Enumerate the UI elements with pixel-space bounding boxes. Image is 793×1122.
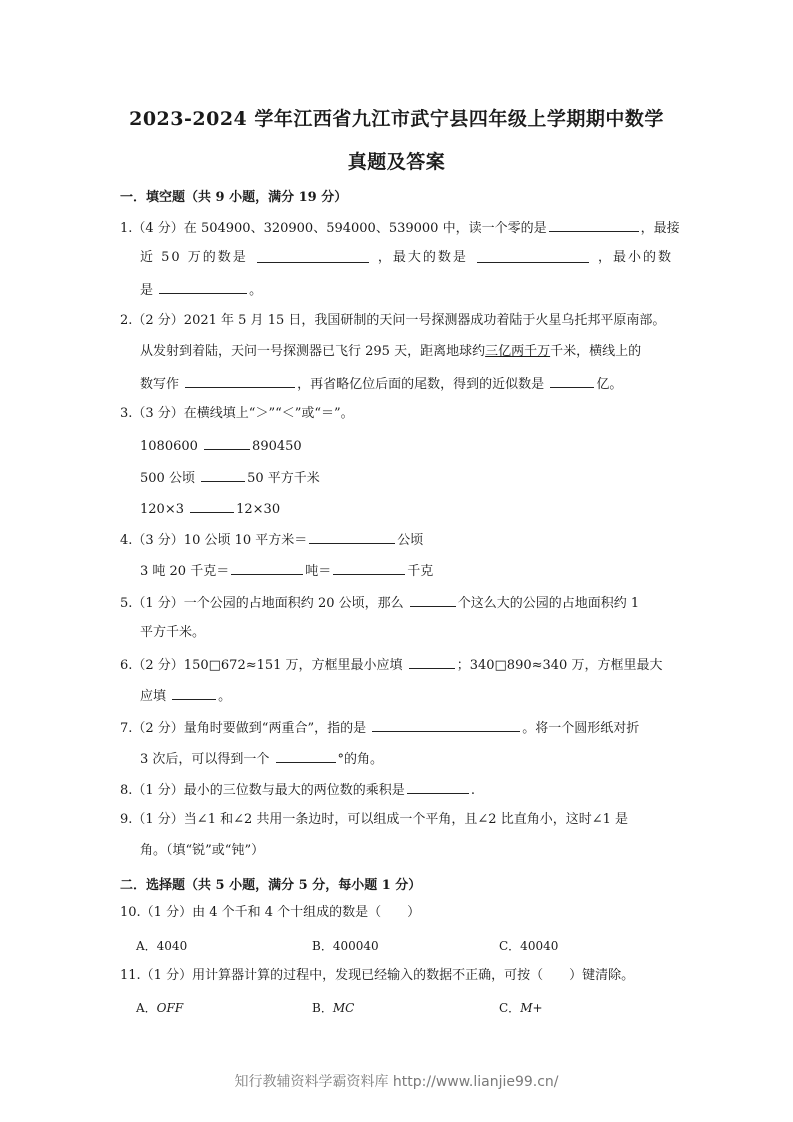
q11-option-b[interactable]: [312, 999, 354, 1016]
q1-text: ，最大的数是: [377, 250, 468, 265]
section-heading-multiple-choice: 二．选择题（共 5 小题，满分 5 分，每小题 1 分）: [120, 878, 422, 893]
q1-text: 是: [140, 283, 154, 298]
question-6-line-1: [120, 655, 662, 675]
q11-option-c[interactable]: [499, 999, 543, 1016]
q4-text: 4.（3 分）10 公顷 10 平方米＝: [120, 533, 308, 548]
q1-text: ，最接: [640, 221, 680, 236]
q1-blank-1[interactable]: [549, 218, 639, 232]
question-1-line-2: [140, 249, 673, 267]
q2-text: 千米，横线上的: [550, 344, 642, 359]
q11-option-a[interactable]: [136, 999, 183, 1016]
question-4-line-2: [140, 561, 433, 581]
page-title-line-2: 真题及答案: [347, 151, 446, 173]
q11-option-label: A．: [136, 1001, 157, 1015]
q8-text: 8.（1 分）最小的三位数与最大的两位数的乘积是: [120, 783, 405, 798]
q4-blank-3[interactable]: [333, 561, 405, 575]
q6-text: ；340□890≈340 万，方框里最大: [456, 658, 663, 673]
question-5-line-2: [140, 624, 205, 642]
q11-key-mc: MC: [332, 1001, 355, 1015]
question-1-line-3: [140, 280, 262, 300]
q7-text: 。将一个圆形纸对折: [522, 721, 640, 736]
q10-option-b[interactable]: B．400040: [312, 939, 379, 953]
q7-text: 7.（2 分）量角时要做到“两重合”，指的是: [120, 721, 367, 736]
q6-blank-1[interactable]: [409, 655, 455, 669]
q5-text: 平方千米。: [140, 625, 206, 640]
page-title-line-1: 2023-2024 学年江西省九江市武宁县四年级上学期期中数学: [129, 108, 664, 130]
question-6-line-2: [140, 686, 231, 706]
question-9-line-2: [140, 842, 264, 860]
q4-text: 公顷: [397, 533, 424, 548]
q2-text: 数写作: [140, 377, 180, 392]
q1-text: 1.（4 分）在 504900、320900、594000、539000 中，读一个零的是: [120, 221, 547, 236]
q3-blank-3[interactable]: [190, 499, 234, 513]
q2-text: 2.（2 分）2021 年 5 月 15 日，我国研制的天问一号探测器成功着陆于火星乌托邦平原南部。: [120, 313, 666, 328]
q8-text: .: [470, 783, 475, 798]
q3-right-value: 12×30: [236, 502, 281, 517]
question-3-line-1: [120, 405, 354, 423]
q5-text: 个这么大的公园的占地面积约 1: [457, 596, 640, 611]
question-1-line-1: [120, 218, 680, 238]
question-9-line-1: [120, 811, 628, 829]
q2-underlined-number: 三亿两千万: [485, 344, 551, 359]
q5-blank-1[interactable]: [410, 593, 456, 607]
q3-right-value: 890450: [252, 439, 302, 454]
q1-text: ，最小的数: [597, 250, 673, 265]
q7-blank-1[interactable]: [372, 718, 520, 732]
question-4-line-1: [120, 530, 423, 550]
question-5-line-1: [120, 593, 639, 613]
q11-text: 11.（1 分）用计算器计算的过程中，发现已经输入的数据不正确，可按（ ）键清除。: [120, 968, 635, 983]
question-2-line-1: [120, 312, 665, 330]
q1-blank-4[interactable]: [159, 280, 247, 294]
q3-left-value: 500 公顷: [140, 471, 195, 486]
q8-blank-1[interactable]: [407, 780, 469, 794]
question-7-line-1: [120, 718, 639, 738]
question-10-stem: [120, 904, 420, 922]
q5-text: 5.（1 分）一个公园的占地面积约 20 公顷，那么: [120, 596, 404, 611]
q1-text: 近 50 万的数是: [140, 250, 248, 265]
q3-blank-1[interactable]: [204, 436, 250, 450]
question-7-line-2: [140, 749, 383, 769]
q4-blank-2[interactable]: [231, 561, 303, 575]
q3-text: 3.（3 分）在横线填上“＞”“＜”或“＝”。: [120, 406, 354, 421]
question-8: [120, 780, 475, 800]
q3-left-value: 120×3: [140, 502, 184, 517]
q4-text: 吨＝: [305, 564, 332, 579]
question-3-row-1: [140, 436, 302, 456]
q7-text: 3 次后，可以得到一个: [140, 752, 270, 767]
q2-blank-2[interactable]: [550, 374, 594, 388]
q4-text: 千克: [407, 564, 434, 579]
question-11-stem: [120, 967, 634, 985]
q4-text: 3 吨 20 千克＝: [140, 564, 230, 579]
q9-text: 9.（1 分）当∠1 和∠2 共用一条边时，可以组成一个平角，且∠2 比直角小，这时∠1 是: [120, 812, 628, 827]
q1-blank-3[interactable]: [477, 249, 589, 263]
section-heading-fill-in: 一．填空题（共 9 小题，满分 19 分）: [120, 190, 348, 205]
q2-text: 从发射到着陆，天问一号探测器已飞行 295 天，距离地球约: [140, 344, 486, 359]
q10-text: 10.（1 分）由 4 个千和 4 个十组成的数是（ ）: [120, 905, 421, 920]
q6-text: 应填: [140, 689, 167, 704]
q2-blank-1[interactable]: [185, 374, 295, 388]
q11-key-off: OFF: [156, 1001, 184, 1015]
q2-text: ，再省略亿位后面的尾数，得到的近似数是: [297, 377, 545, 392]
q11-option-label: C．: [499, 1001, 521, 1015]
question-2-line-3: [140, 374, 622, 394]
q11-option-label: B．: [312, 1001, 333, 1015]
q6-blank-2[interactable]: [172, 686, 216, 700]
q3-left-value: 1080600: [140, 439, 198, 454]
q9-text: 角。（填“锐”或“钝”）: [140, 843, 265, 858]
q6-text: 6.（2 分）150□672≈151 万，方框里最小应填: [120, 658, 403, 673]
question-2-line-2: [140, 343, 641, 361]
q7-text: °的角。: [337, 752, 384, 767]
q2-text: 亿。: [596, 377, 623, 392]
footer-watermark: 知行教辅资料学霸资料库 http://www.lianjie99.cn/: [234, 1074, 559, 1090]
q3-blank-2[interactable]: [201, 468, 245, 482]
q10-option-a[interactable]: A．4040: [136, 939, 188, 953]
q10-option-c[interactable]: C．40040: [499, 939, 559, 953]
q11-key-m-plus: M+: [520, 1001, 543, 1015]
question-3-row-3: [140, 499, 280, 519]
q7-blank-2[interactable]: [276, 749, 336, 763]
q3-right-value: 50 平方千米: [247, 471, 320, 486]
q1-text: 。: [249, 283, 263, 298]
q6-text: 。: [218, 689, 232, 704]
q4-blank-1[interactable]: [309, 530, 395, 544]
question-3-row-2: [140, 468, 320, 488]
q1-blank-2[interactable]: [257, 249, 369, 263]
